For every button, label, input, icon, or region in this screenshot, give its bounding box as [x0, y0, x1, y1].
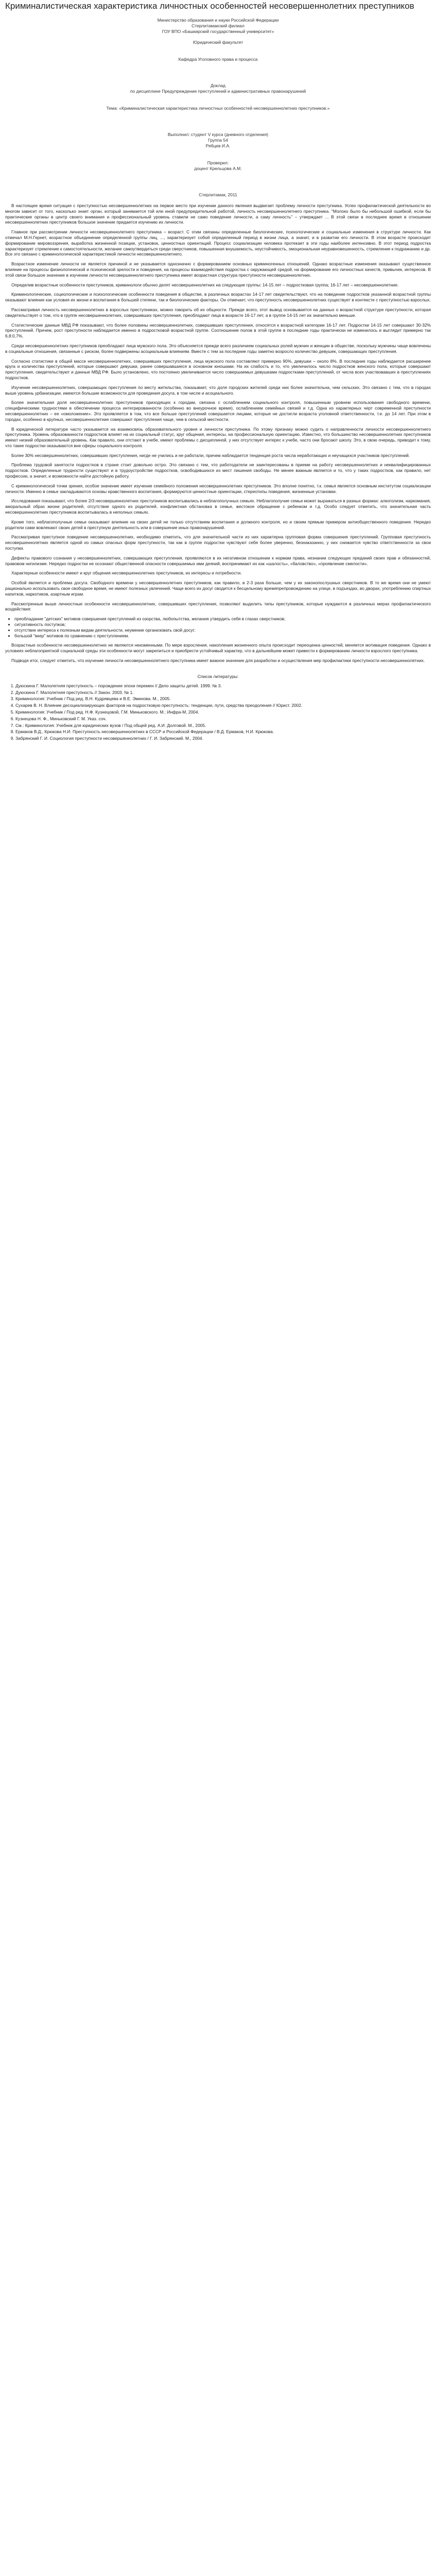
body-paragraph: Характерные особенности имеют и круг общения несовершеннолетних преступников, их интересы и потребности. [11, 570, 242, 576]
body-paragraph: Более 30% несовершеннолетних, совершивших преступления, нигде не учились и не работали, причем наблюдается тенденция роста числа неработающих и неучащихся участников преступлений. [11, 452, 410, 458]
faculty-line: Юридический факультет [193, 40, 243, 45]
references-list [15, 683, 431, 741]
checker-name: доцент Крельцова А.М. [194, 166, 242, 171]
body-paragraph: Исследования показывают, что более 2/3 несовершеннолетних преступников воспитывались в неблагополучных семьях. Неблагополучие семьи может выражаться в разных формах: алкоголизм, наркомания, аморальный образ жизни родителей, отсутствие одного из родителей, конфликтная обстановка в семье, жестокое обращение с ребенком и т.д. Особо следует отметить, что значительная часть несовершеннолетних преступников воспитывалась в неполных семьях. [5, 498, 431, 515]
report-label: Доклад [210, 83, 226, 88]
university-line: ГОУ ВПО «Башкирский государственный университет» [162, 29, 274, 34]
reference-item: 4. Сухарев В. Н. Влияние десоциализирующих факторов на подростковую преступность: тенденции, пути, средства преодоления // Юрист. 2002. [15, 703, 431, 708]
body-paragraph: С криминологической точки зрения, особое значение имеет изучение семейного положения несовершеннолетних преступников. Это вполне понятно, т.к. семья является основным институтом социализации личности. Именно в семье закладываются основы нравственного воспитания, формируются ценностные ориентации, стереотипы поведения, жизненные установки. [5, 483, 431, 494]
report-subject: по дисциплине Предупреждение преступлений и административных правонарушений [130, 89, 306, 94]
reference-item: 9. Забрянский Г. И. Социология преступности несовершеннолетних / Г. И. Забрянский. М., 2004. [15, 736, 431, 741]
body-paragraph: В настоящее время ситуация с преступностью несовершеннолетних на первое место при изучении данного явления выдвигает проблему личности преступника. Успех профилактической деятельности во многом зависит от того, насколько знает орган, который занимается той или иной предупредительной работой, личность несовершеннолетнего преступника. "Молоко было бы небольшой ошибкой, если бы практические органы в центр своего внимания и профессиональный уровень ставили не само поведение личности, а саму личность" – утверждает ... В этой связи в последнее время в отношении несовершеннолетних преступников большое значение придается изучению их личности. [5, 203, 431, 225]
body-paragraph: Определив возрастные особенности преступников, криминологи обычно делят несовершеннолетних на следующие группы: 14-15 лет – подростковая группа; 16-17 лет – несовершеннолетние. [11, 282, 399, 287]
author-block [5, 132, 431, 172]
list-item: • отсутствие интереса к полезным видам деятельности, неумение организовать свой досуг; [14, 628, 431, 633]
body-paragraph: Согласно статистике в общей массе несовершеннолетних, совершивших преступления, лица мужского пола составляют примерно 90%, девушки – около 8%. В последние годы наблюдается расширение круга и количества преступлений, которые совершают девушки, ранее совершавшиеся в основном юношами. На их слабость и то, что увеличилось число подростков женского пола, которые совершают преступления, свидетельствуют и данные МВД РФ. Было установлено, что постоянно увеличивается число совершаемых девушками подростками преступлений, от числа всех участвовавших в преступлениях подростков. [5, 358, 431, 380]
branch-line: Стерлитамакский филиал [191, 23, 245, 28]
list-item: • большой "вкер" мотивов по сравнению с преступлением. [14, 633, 431, 639]
reference-item: 1. Дуюскина Г. Малолетняя преступность – порождение эпохи перемен // Дело защиты детей. 1999. № 3. [15, 683, 431, 689]
body-paragraph: Статистические данные МВД РФ показывают, что более половины несовершеннолетних, совершивших преступления, относятся к возрастной категории 16-17 лет. Подростки 14-15 лет совершают 30-32% преступлений. Причем, рост преступности наблюдается именно в подростковой возрастной группе. Соотношение полов в этой группе в последние годы практически не изменилось и выглядит примерно так 6,8:0,7%. [5, 322, 431, 339]
body-paragraph: Рассматривая преступное поведение несовершеннолетних, необходимо отметить, что для значительной части из них характерна групповая форма совершения преступлений. Групповая преступность несовершеннолетних является одной из самых опасных форм преступности, так как в группе подростки чувствуют себя более уверенно, безнаказанно, у них снижается чувство ответственности за свои поступки. [5, 534, 431, 551]
reference-item: 6. Кузнецова Н. Ф., Миньковский Г. М. Указ. соч. [15, 716, 431, 722]
body-paragraph: Возрастное изменение личности не является причиной и не указывается однозначно с формированием основных криминогенных отношений. Однако возрастные изменения оказывают существенное влияние на процессы физиологической и психической зрелости и поведения, на процессы взаимодействия подростка с окружающей средой, на формирование его личностных качеств, привычек, интересов. В этой связи большое значение в изучении личности несовершеннолетнего преступника имеет возрастная структура преступности несовершеннолетних. [5, 261, 431, 278]
closing-paragraphs [5, 642, 431, 663]
title-header [5, 18, 431, 94]
document-page [0, 1, 436, 753]
references-title: Список литературы: [197, 673, 239, 679]
body-paragraph: Возрастные особенности несовершеннолетних не являются неизменными. По мере взросления, накопления жизненного опыта происходит переоценка ценностей, меняется мотивация поведения. Однако в условиях неблагоприятной социальной среды эти особенности могут закрепиться и приобрести устойчивый характер, что в дальнейшем может привести к формированию личности взрослого преступника. [5, 642, 431, 654]
feature-list [14, 616, 431, 638]
reference-item: 7. См.: Криминология: Учебник для юридических вузов / Под общей ред. А.И. Долговой. М., 2005. [15, 723, 431, 728]
reference-item: 5. Криминология: Учебник / Под ред. Н.Ф. Кузнецовой, Г.М. Миньковского. М.: Инфра-М, 2004. [15, 709, 431, 715]
body-paragraph: Среди несовершеннолетних преступников преобладают лица мужского пола. Это объясняется прежде всего различием социальных ролей мужчин и женщин в обществе, поскольку мужчины чаще вовлечены в социальные отношения, связанные с риском, более подвержены асоциальным влияниям. Вместе с тем за последние годы заметно возросло количество девушек, совершающих преступления. [5, 343, 431, 354]
author-performed: Выполнил: студент V курса (дневного отделения) [167, 132, 269, 137]
body-paragraph: В юридической литературе часто указывается на взаимосвязь образовательного уровня и личности преступника. По этому признаку можно судить о направленности личности несовершеннолетнего преступника. Уровень образованности подростков влияет на их социальный статус, круг общения, интересы, на профессиональную ориентацию. Известно, что большинство несовершеннолетних преступников имеют низкий образовательный уровень. Как правило, они отстают в учебе, имеют проблемы с дисциплиной, у них отсутствует интерес к учебе, часто они бросают школу. Это, в свою очередь, приводит к тому, что такие подростки оказываются вне сферы социального контроля. [5, 426, 431, 448]
body-paragraph: Изучение несовершеннолетних, совершающих преступления по месту жительства, показывает, что доля городских жителей среди них более значительна, чем сельских. Это связано с тем, что в городах выше уровень урбанизации, имеются большие возможности для проведения досуга, в том числе и асоциального. [5, 384, 431, 396]
body-paragraph: Рассмотренные выше личностные особенности несовершеннолетних, совершивших преступления, позволяют выделить типы преступников, которые нуждаются в различных мерах профилактического воздействия: [5, 601, 431, 612]
body-paragraph: Дефекты правового сознания у несовершеннолетних, совершающих преступления, проявляются в их негативном отношении к нормам права, незнании следующих преданий своих прав и обязанностей, правовом нигилизме. Нередко подростки не осознают общественной опасности совершаемых ими деяний, воспринимают их как «шалость», «баловство», «проявление смелости». [5, 555, 431, 566]
body-paragraph: Проблема трудовой занятости подростков в стране стоит довольно остро. Это связано с тем, что работодатели не заинтересованы в приеме на работу несовершеннолетних и неквалифицированных подростков. Определенные трудности существуют и в трудоустройстве подростков, освободившихся из мест лишения свободы. Не менее важным является и то, что у таких подростков, как правило, нет профессии, а значит, и возможности найти достойную работу. [5, 462, 431, 479]
city-year: Стерлитамак, 2011 [199, 192, 237, 197]
ministry-line: Министерство образования и науки Российской Федерации [157, 18, 279, 23]
body-paragraph: Более значительная доля несовершеннолетних преступников приходящих к городам, связана с ослаблением социального контроля, повышенным уровнем использования свободного времени, специфическими трудностями в обеспечении процесса интегрированности (особенно во внеурочное время), ослаблением семейных связей и т.д. Одна из характерных черт современной преступности несовершеннолетних – ее «омоложение». Это проявляется в том, что все больше преступлений совершается лицами, которые не достигли возраста уголовной ответственности, т.е. до 14 лет. При этом в городах, особенно в крупных, несовершеннолетние совершают преступления чаще, чем в сельской местности. [5, 400, 431, 422]
body-paragraph: Криминологические, социологические и психологические особенности поведения в обществе, в различных возрастах 14-17 лет свидетельствуют, что на поведение подростков указанной возрастной группы оказывают влияние как условия их жизни и воспитания в большей степени, так и биологические факторы. Он отмечает, что преступность несовершеннолетних существует в контексте с преступностью взрослых. [5, 292, 431, 303]
author-name: Рябцев И.А. [205, 143, 231, 148]
page-title: Криминалистическая характеристика личностных особенностей несовершеннолетних преступников [5, 1, 414, 11]
body-paragraph: Подводя итог, следует отметить, что изучение личности несовершеннолетнего преступника имеет важное значение для разработки и осуществления мер профилактики преступности несовершеннолетних. [11, 658, 425, 663]
report-topic: Тема: «Криминалистическая характеристика личностных особенностей несовершеннолетних преступников.» [106, 106, 330, 111]
list-item: • ситуативность поступков; [14, 622, 431, 628]
reference-item: 8. Ермаков В.Д., Крюкова Н.И. Преступность несовершеннолетних в СССР и Российской Федерации / В.Д. Ермаков, Н.И. Крюкова. [15, 729, 431, 735]
department-line: Кафедра Уголовного права и процесса [178, 57, 258, 62]
author-group: Группа 54 [208, 138, 228, 143]
paragraphs [5, 203, 431, 612]
reference-item: 2. Дуюскина Г. Малолетняя преступность // Закон. 2003. № 1. [15, 690, 431, 696]
reference-item: 3. Криминология: Учебник / Под ред. В.Н. Кудрявцева и В.Е. Эминова. М., 2005. [15, 696, 431, 702]
body-paragraph: Главное при рассмотрении личности несовершеннолетнего преступника – возраст. С этим связаны определенные биологические, психологические и социальные изменения в структуре личности. Как отмечал М.Н.Гернет, возрастное объединение определенной группы лиц, ..., характеризует собой определенный период в жизни лица, а значит, и в развитии его личности. В этом возрасте происходит формирование мировоззрения, выработка жизненной позиции, установок, ценностных ориентаций. Процесс социализации человека протекает в эти годы наиболее интенсивно. В этот период подростка характеризует стремление к самостоятельности, желание самоутвердиться среди сверстников, повышенная внушаемость, неустойчивость, эмоциональная неуравновешенность, стремление к подражанию и др. Все это связано с криминологической характеристикой личности несовершеннолетнего. [5, 229, 431, 257]
body-paragraph: Особой является и проблема досуга. Свободного времени у несовершеннолетних преступников, как правило, в 2-3 раза больше, чем у их законопослушных сверстников. В то же время они не умеют рационально использовать свое свободное время, не имеют полезных увлечений. Чаще всего их досуг сводится к бесцельному времяпрепровождению на улице, в подъездах, во дворах, употреблению спиртных напитков, наркотиков, азартным играм. [5, 580, 431, 597]
body-text [5, 203, 431, 664]
body-paragraph: Рассматривая личность несовершеннолетних в взрослых преступниках, можно говорить об их общности. Прежде всего, этот вывод основывается на данных о возрастной структуре преступности, которая свидетельствует о том, что в группе несовершеннолетних, совершивших преступления, преобладают лица в возрасте 16-17 лет, а в группе 14-15 лет их значительно меньше. [5, 307, 431, 318]
checker-label: Проверил: [207, 160, 229, 165]
list-item: • преобладание "детских" мотивов совершения преступлений из озорства, любопытства, желания утвердить себя в глазах сверстников; [14, 616, 431, 622]
body-paragraph: Кроме того, неблагополучные семьи оказывают влияние на своих детей не только отсутствием воспитания и должного контроля, но и своим прямым примером антиобщественного поведения. Нередко родители сами вовлекают своих детей в преступную деятельность или в совершение иных правонарушений. [5, 519, 431, 530]
